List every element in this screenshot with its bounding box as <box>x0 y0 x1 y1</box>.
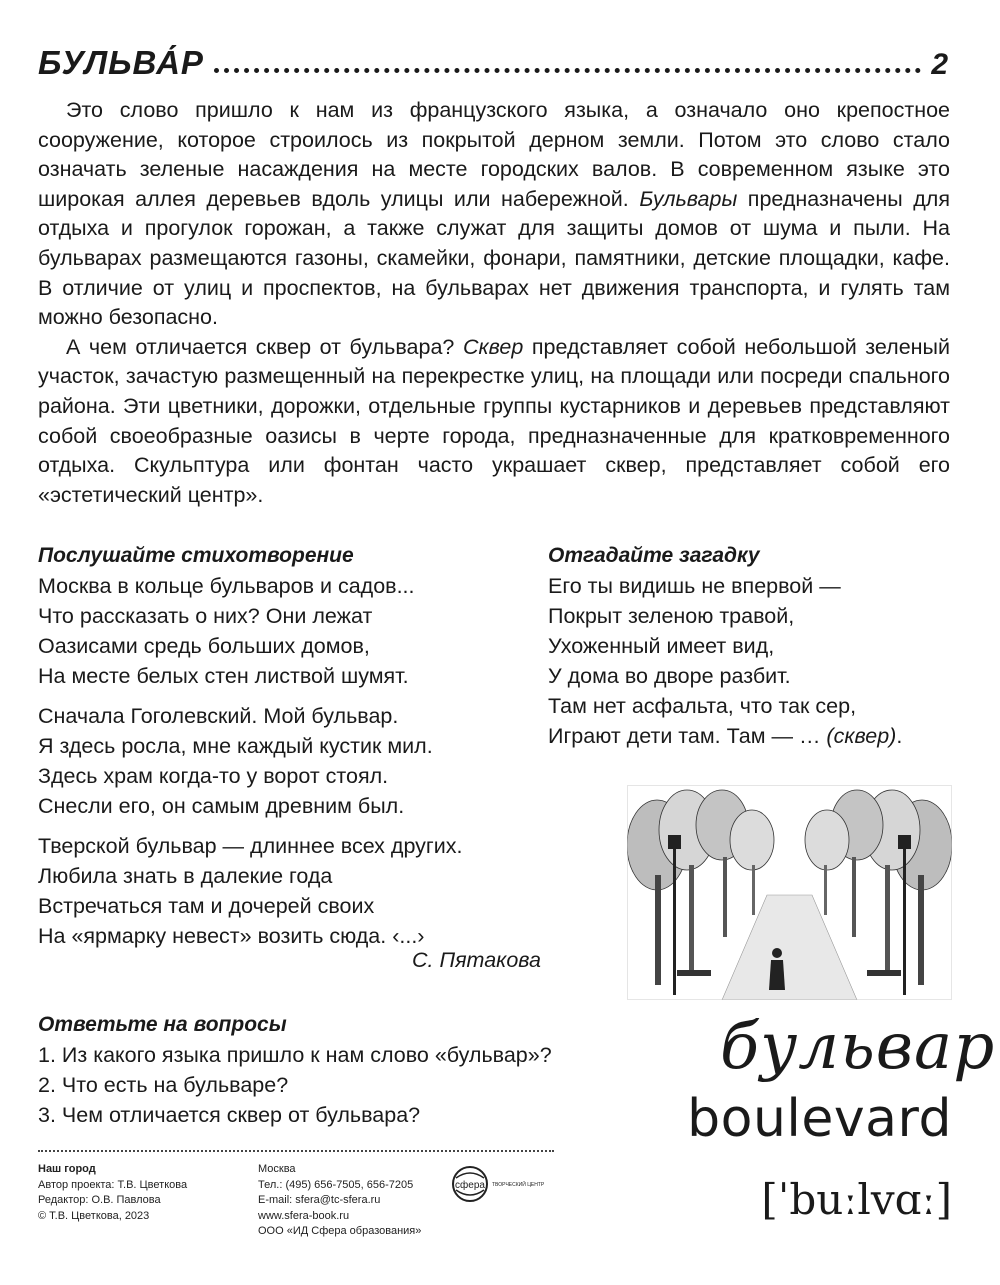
riddle-line: Ухоженный имеет вид, <box>548 634 775 658</box>
logo-text: сфера <box>455 1180 485 1191</box>
footer-phone: Тел.: (495) 656-7505, 656-7205 <box>258 1178 414 1191</box>
poem-line: Оазисами средь больших домов, <box>38 634 370 658</box>
poem-line: Тверской бульвар — длиннее всех других. <box>38 834 463 858</box>
questions-section <box>38 1010 678 1130</box>
footer-editor: Редактор: О.В. Павлова <box>38 1194 161 1206</box>
riddle-line: У дома во дворе разбит. <box>548 664 791 688</box>
footer-series: Наш город <box>38 1163 96 1175</box>
riddle-last-line: Играют дети там. Там — … (сквер). <box>548 724 903 748</box>
title-row <box>38 38 948 82</box>
riddle-section <box>548 541 968 751</box>
footer-author: Автор проекта: Т.В. Цветкова <box>38 1178 188 1191</box>
boulevard-illustration <box>627 785 952 1000</box>
footer-email: E-mail: sfera@tc-sfera.ru <box>258 1194 381 1206</box>
footer-credits <box>38 1162 238 1224</box>
question-item: 2. Что есть на бульваре? <box>38 1073 289 1097</box>
article-text <box>38 96 950 510</box>
footer-site: www.sfera-book.ru <box>258 1209 350 1222</box>
question-item: 3. Чем отличается сквер от бульвара? <box>38 1103 421 1127</box>
poem-line: Любила знать в далекие года <box>38 864 333 888</box>
vocab-transcription: [ˈbuːlvɑː] <box>761 1175 952 1224</box>
alley-background <box>627 785 952 1000</box>
article-paragraph-2: А чем отличается сквер от бульвара? Сквер представляет собой небольшой зеленый участок, зачастую размещенный на перекрестке улиц, на площади или посреди спального района. Эти цветники, дорожки, отдельные группы кустарников и деревьев представляют собой своеобразные оазисы в черте города, предназначенные для кратковременного отдыха. Скульптура или фонтан часто украшает сквер, представляет собой его «эстетический центр». <box>38 334 950 507</box>
logo-subtext: ТВОРЧЕСКИЙ ЦЕНТР <box>492 1182 545 1188</box>
italic-term-bulvary: Бульвары <box>639 186 738 211</box>
footer-copyright: © Т.В. Цветкова, 2023 <box>38 1209 150 1222</box>
poem-heading: Послушайте стихотворение <box>38 544 354 567</box>
poem-line: Я здесь росла, мне каждый кустик мил. <box>38 734 433 758</box>
footer-dotted-rule <box>38 1150 554 1152</box>
poem-section <box>38 541 558 975</box>
poem-line: Встречаться там и дочерей своих <box>38 894 375 918</box>
page-title: БУЛЬВА́Р <box>38 44 204 81</box>
riddle-line: Покрыт зеленою травой, <box>548 604 795 628</box>
sfera-logo <box>450 1164 560 1204</box>
italic-term-skver: Сквер <box>462 334 524 359</box>
poem-stanza-3 <box>38 831 558 951</box>
riddle-line: Там нет асфальта, что так сер, <box>548 694 857 718</box>
footer-publisher: ООО «ИД Сфера образования» <box>258 1225 422 1237</box>
footer-city: Москва <box>258 1163 296 1175</box>
article-paragraph-1: Это слово пришло к нам из французского языка, а означало оно крепостное сооружение, которое строилось из покрытой дерном земли. Потом это слово стало означать зеленые насаждения на месте городских валов. В современном языке это широкая аллея деревьев вдоль улицы или набережной. Бульвары предназначены для отдыха и прогулок горожан, а также служат для защиты домов от шума и пыли. На бульварах размещаются газоны, скамейки, фонари, памятники, детские площадки, кафе. В отличие от улиц и проспектов, на бульварах нет движения транспорта, и гулять там можно безопасно. <box>38 98 950 330</box>
footer-contacts <box>258 1162 458 1240</box>
poem-stanza-1 <box>38 571 558 691</box>
riddle-answer: (сквер) <box>826 724 897 748</box>
poem-line: Москва в кольце бульваров и садов... <box>38 574 415 598</box>
vocab-script-word: бульвар <box>720 1010 996 1084</box>
riddle-line: Его ты видишь не впервой — <box>548 574 841 598</box>
poem-line: На месте белых стен листвой шумят. <box>38 664 409 688</box>
poem-line: Здесь храм когда-то у ворот стоял. <box>38 764 389 788</box>
question-item: 1. Из какого языка пришло к нам слово «бульвар»? <box>38 1043 552 1067</box>
title-leader-dots <box>214 68 921 73</box>
poem-line: Сначала Гоголевский. Мой бульвар. <box>38 704 399 728</box>
poem-line: Снесли его, он самым древним был. <box>38 794 405 818</box>
poem-line: На «ярмарку невест» возить сюда. ‹...› <box>38 924 425 948</box>
vocab-english-word: boulevard <box>687 1089 952 1149</box>
poem-line: Что рассказать о них? Они лежат <box>38 604 373 628</box>
questions-heading: Ответьте на вопросы <box>38 1013 287 1036</box>
poem-stanza-2 <box>38 701 558 821</box>
poem-author: С. Пятакова <box>412 948 541 972</box>
page-number: 2 <box>931 48 948 81</box>
riddle-heading: Отгадайте загадку <box>548 544 760 567</box>
